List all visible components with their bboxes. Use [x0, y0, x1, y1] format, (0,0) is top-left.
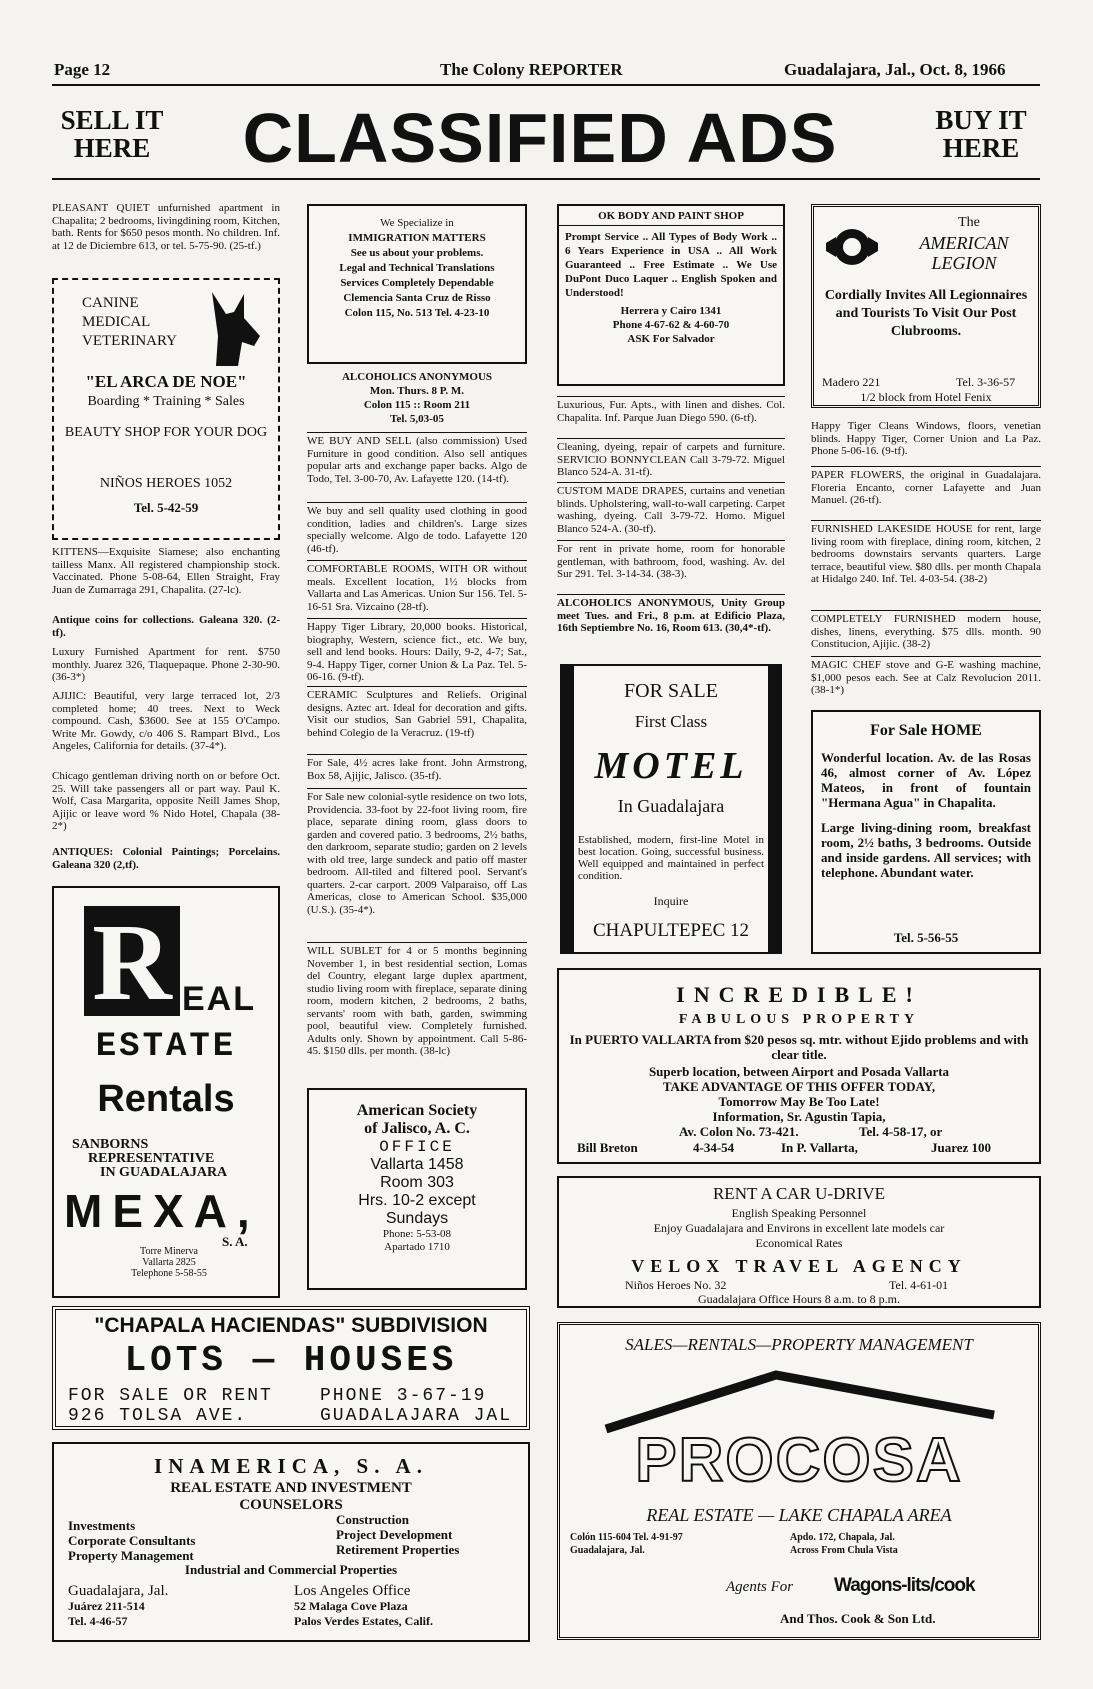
procosa-roof-icon [600, 1369, 1000, 1433]
rentcar-line-1: English Speaking Personnel [731, 1206, 867, 1220]
chapala-for-sale: FOR SALE OR RENT [68, 1386, 273, 1406]
ok-body: Prompt Service .. All Types of Body Work .. 6 Years Experience in USA .. All Work Guaranteed .. Free Estimate .. We Use DuPont Duco Laquer .. English Spoken and Understood! [565, 231, 777, 299]
ok-ask: ASK For Salvador [627, 333, 715, 345]
inamerica-la-office: Los Angeles Office [294, 1583, 411, 1599]
ad-procosa [557, 1322, 1041, 1640]
inamerica-line-1: REAL ESTATE AND INVESTMENT [170, 1480, 412, 1496]
chapala-phone: PHONE 3-67-19 [320, 1386, 487, 1406]
ad-home-for-sale [811, 710, 1041, 954]
ok-title: OK BODY AND PAINT SHOP [559, 206, 783, 226]
rentcar-address: Niños Heroes No. 32 [625, 1278, 727, 1292]
inamerica-la-address: 52 Malaga Cove Plaza [294, 1599, 408, 1613]
aa-line-3: Tel. 5,03-05 [390, 413, 444, 425]
legion-name-2: LEGION [931, 253, 997, 273]
ad-comfortable-rooms: COMFORTABLE ROOMS, WITH OR without meals. Excellent location, 1½ blocks from Vallarta and Las Americas. Union Sur 156. Tel. 5-16-51 Sra. Vizcaino (28-tf). [307, 560, 527, 613]
incredible-line-5: Information, Sr. Agustin Tapia, [712, 1109, 886, 1124]
incredible-title: INCREDIBLE! [676, 982, 922, 1007]
legion-address: Madero 221 [822, 375, 881, 389]
re-big-letter: R [84, 906, 180, 1016]
ok-phone: Phone 4-67-62 & 4-60-70 [612, 319, 730, 331]
ad-private-room: For rent in private home, room for honorable gentleman, with bathroom, food, washing. Av. del Sur 291. Tel. 3-14-34. (38-3). [557, 540, 785, 581]
incredible-line-3: TAKE ADVANTAGE OF THIS OFFER TODAY, [662, 1079, 936, 1094]
canine-line-3: VETERINARY [82, 333, 177, 349]
inamerica-name: INAMERICA, S. A. [154, 1454, 428, 1478]
chapala-address: 926 TOLSA AVE. [68, 1406, 248, 1426]
re-sanborns-line: SANBORNS [72, 1137, 149, 1152]
re-address-1: Torre Minerva [140, 1246, 198, 1257]
ad-we-buy-sell: WE BUY AND SELL (also commission) Used Furniture in good condition. Also sell antiques popular arts and exchange paper backs. Algo de Todo, Tel. 3-00-70, Av. Lafayette 120. (14-tf). [307, 432, 527, 485]
re-eal: EAL [182, 980, 256, 1018]
inamerica-retirement: Retirement Properties [336, 1542, 460, 1557]
as-line-5: Room 303 [380, 1174, 454, 1191]
page-number: Page 12 [54, 60, 111, 79]
as-line-6: Hrs. 10-2 except [358, 1192, 476, 1209]
ad-rent-a-car [557, 1176, 1041, 1308]
ad-completely-furnished: COMPLETELY FURNISHED modern house, dishes, linens, everything. $75 dlls. month. 90 Constitucion, Ajijic. (38-2) [811, 610, 1041, 651]
sell-line-1: SELL IT [60, 105, 164, 135]
ok-address: Herrera y Cairo 1341 [620, 305, 722, 317]
re-rep-line: REPRESENTATIVE [88, 1151, 215, 1166]
imm-line-3: See us about your problems. [350, 247, 484, 259]
procosa-chapala-note: Across From Chula Vista [790, 1545, 898, 1556]
inamerica-los-angeles [294, 1584, 433, 1629]
canine-line-1: CANINE [82, 295, 139, 311]
procosa-agents-for: Agents For [726, 1579, 794, 1595]
aa-title: ALCOHOLICS ANONYMOUS [341, 371, 493, 383]
as-phone: Phone: 5-53-08 [382, 1228, 452, 1240]
rentcar-tel: Tel. 4-61-01 [889, 1278, 949, 1292]
incredible-in-vallarta: In P. Vallarta, [781, 1140, 858, 1155]
motel-inquire: Inquire [653, 894, 689, 908]
legion-emblem-icon [824, 223, 880, 271]
rentcar-hours: Guadalajara Office Hours 8 a.m. to 8 p.m. [697, 1292, 901, 1306]
ad-antiques-colonial: ANTIQUES: Colonial Paintings; Porcelains. Galeana 320 (2,tf). [52, 846, 280, 871]
buy-line-2: HERE [942, 133, 1020, 163]
motel-first-class: First Class [634, 712, 708, 731]
rentcar-line-3: Economical Rates [755, 1236, 843, 1250]
as-apartado: Apartado 1710 [384, 1241, 450, 1253]
inamerica-corporate: Corporate Consultants [68, 1533, 196, 1548]
ad-custom-drapes: CUSTOM MADE DRAPES, curtains and venetian blinds. Upholstering, wall-to-wall carpeting. Carpet washing, dyeing. Call 3-79-72. Homo. Miguel Blanco 524-A. (30-tf). [557, 482, 785, 535]
procosa-cook: And Thos. Cook & Son Ltd. [780, 1611, 936, 1626]
legion-name-1: AMERICAN [919, 233, 1009, 253]
incredible-line-6: Av. Colon No. 73-421. [679, 1124, 799, 1139]
re-sanborns [72, 1138, 227, 1180]
incredible-line-2: Superb location, between Airport and Posada Vallarta [648, 1064, 950, 1079]
re-address-2: Vallarta 2825 [142, 1257, 196, 1268]
ad-happy-tiger-windows: Happy Tiger Cleans Windows, floors, venetian blinds. Happy Tiger, Corner Union and La Paz. Phone 5-06-16. (9-tf). [811, 420, 1041, 457]
procosa-gdl-city: Guadalajara, Jal. [570, 1545, 645, 1556]
canine-line-2: MEDICAL [82, 314, 151, 330]
imm-line-2: IMMIGRATION MATTERS [348, 232, 486, 244]
incredible-line-4: Tomorrow May Be Too Late! [718, 1094, 880, 1109]
inamerica-gdl-tel: Tel. 4-46-57 [68, 1614, 128, 1628]
ad-kittens: KITTENS—Exquisite Siamese; also enchanting tailless Manx. All registered championship stock. Vaccinated. Phone 5-08-64, Ellen Straight, Fray Juan de Zumarraga 291, Chapalita. (27-lc). [52, 546, 280, 596]
ad-antique-coins: Antique coins for collections. Galeana 320. (2-tf). [52, 614, 280, 639]
ad-lakeside-house: FURNISHED LAKESIDE HOUSE for rent, large living room with fireplace, dining room, kitchen, 2 bedrooms downstairs servants quarters. Large terrace, beautiful view. $80 dlls. per month Chapala at Hidalgo 240. Inf. Tel. 4-03-54. (38-2) [811, 520, 1041, 586]
re-telephone: Telephone 5-58-55 [131, 1268, 207, 1279]
ad-used-clothing: We buy and sell quality used clothing in good condition, ladies and children's. Large sizes specially welcome. Algo de todo. Lafayette 120 (46-tf). [307, 502, 527, 555]
ad-inamerica [52, 1442, 530, 1642]
paper-name: The Colony REPORTER [440, 60, 623, 79]
ad-ok-body-shop [557, 204, 785, 386]
ad-incredible-property [557, 968, 1041, 1164]
ad-luxury-apartment: Luxury Furnished Apartment for rent. $750 monthly. Juarez 326, Tlaquepaque. Phone 2-30-90. (36-3*) [52, 646, 280, 683]
arca-name: "EL ARCA DE NOE" [85, 372, 247, 391]
as-line-2: of Jalisco, A. C. [364, 1120, 470, 1137]
home-tel: Tel. 5-56-55 [893, 930, 959, 945]
buy-line-1: BUY IT [935, 105, 1027, 135]
home-details-2: Large living-dining room, breakfast room, 2½ baths, 3 bedrooms. Outside and inside gardens. All services; with telephone. Abundant water. [821, 820, 1031, 880]
arca-tel: Tel. 5-42-59 [133, 500, 199, 515]
imm-line-1: We Specialize in [380, 217, 454, 229]
procosa-logo: PROCOSA [635, 1426, 963, 1495]
ad-happy-tiger-library: Happy Tiger Library, 20,000 books. Historical, biography, Western, science fict., etc. We buy, sell and lend books. Hours: Daily, 9-2, 4-7; Sat., 9-4. Happy Tiger, corner Union & La Paz. Tel. 5-06-16. (9-tf). [307, 618, 527, 684]
incredible-bill-breton: Bill Breton [577, 1140, 638, 1155]
chapala-title: "CHAPALA HACIENDAS" SUBDIVISION [94, 1314, 488, 1337]
rentcar-body [559, 1206, 1039, 1251]
aa-line-1: Mon. Thurs. 8 P. M. [369, 385, 465, 397]
motel-for-sale: FOR SALE [624, 680, 718, 702]
inamerica-property: Property Management [68, 1548, 194, 1563]
sell-it-here [52, 106, 172, 162]
incredible-bill-phone: 4-34-54 [693, 1140, 735, 1155]
motel-in-guadalajara: In Guadalajara [617, 796, 725, 816]
motel-details: Established, modern, first-line Motel in best location. Going, successful business. Well equipped and maintained in perfect condition. [578, 834, 764, 882]
masthead-rule [52, 84, 1040, 86]
title-rule [52, 178, 1040, 180]
motel-title: MOTEL [594, 745, 748, 787]
inamerica-guadalajara [68, 1584, 168, 1629]
procosa-top: SALES—RENTALS—PROPERTY MANAGEMENT [625, 1335, 973, 1354]
as-line-7: Sundays [385, 1210, 449, 1227]
inamerica-services-right [336, 1512, 459, 1557]
rentcar-title: RENT A CAR U-DRIVE [712, 1184, 886, 1203]
inamerica-services-left [68, 1518, 195, 1563]
legion-the: The [958, 215, 980, 230]
incredible-line-6b: Tel. 4-58-17, or [859, 1124, 943, 1139]
ad-alcoholics-unity: ALCOHOLICS ANONYMOUS, Unity Group meet Tues. and Fri., 8 p.m. at Edificio Plaza, 16th Septiembre No. 16, Room 613. (30,4*-tf). [557, 594, 785, 635]
legion-tel: Tel. 3-36-57 [956, 375, 1016, 389]
ad-immigration [307, 204, 527, 364]
ad-motel-for-sale [560, 664, 782, 954]
ad-pleasant-apartment: PLEASANT QUIET unfurnished apartment in Chapalita; 2 bedrooms, livingdining room, Kitchen, bath. Rents for $650 pesos month. No children. Inf. at 12 de Diciembre 613, or tel. 5-75-90. (25-tf.) [52, 202, 280, 252]
procosa-gdl-address: Colón 115-604 Tel. 4-91-97 [570, 1532, 683, 1543]
classified-ads-title: CLASSIFIED ADS [242, 99, 838, 177]
legion-block: 1/2 block from Hotel Fenix [860, 390, 992, 404]
arca-services: Boarding * Training * Sales [87, 394, 245, 409]
sell-line-2: HERE [73, 133, 151, 163]
as-office: OFFICE [379, 1138, 455, 1156]
arca-beauty: BEAUTY SHOP FOR YOUR DOG [64, 425, 268, 440]
imm-line-7: Colon 115, No. 513 Tel. 4-23-10 [344, 307, 490, 319]
ad-american-legion [811, 204, 1041, 408]
incredible-body [559, 1064, 1039, 1124]
procosa-gdl-office [570, 1531, 683, 1557]
incredible-sub: FABULOUS PROPERTY [678, 1012, 920, 1027]
procosa-chapala-office [790, 1531, 898, 1557]
ad-real-estate-mexa [52, 886, 280, 1298]
re-sa: S. A. [222, 1234, 248, 1249]
imm-line-5: Services Completely Dependable [340, 277, 494, 289]
ad-luxurious-apts: Luxurious, Fur. Apts., with linen and dishes. Col. Chapalita. Inf. Parque Juan Diego 590. (6-tf). [557, 396, 785, 424]
re-mexa: MEXA, [64, 1185, 260, 1237]
home-title: For Sale HOME [870, 722, 982, 739]
dateline: Guadalajara, Jal., Oct. 8, 1966 [784, 60, 1006, 79]
as-line-1: American Society [356, 1102, 478, 1119]
ad-american-society [307, 1088, 527, 1290]
imm-line-6: Clemencia Santa Cruz de Risso [343, 292, 491, 304]
buy-it-here [916, 106, 1046, 162]
re-in-line: IN GUADALAJARA [100, 1165, 228, 1180]
inamerica-counselors [54, 1480, 528, 1514]
ad-ajijic-lot: AJIJIC: Beautiful, very large terraced lot, 2/3 completed home; 40 trees. Next to Weck compound. Cash, $3600. See at 155 O'Campo. Write Mr. Gowdy, c/o 406 S. Rampart Blvd., Los Angeles, California for details. (37-4*). [52, 690, 280, 752]
legion-invite: Cordially Invites All Legionnaires and Tourists To Visit Our Post Clubrooms. [824, 288, 1028, 339]
inamerica-gdl-city: Guadalajara, Jal. [68, 1583, 169, 1599]
inamerica-gdl-address: Juárez 211-514 [68, 1599, 145, 1613]
ad-will-sublet: WILL SUBLET for 4 or 5 months beginning November 1, in best residential section, Lomas del Country, elegant large duplex apartment, studio living room with fireplace, separate dining room, modern kitchen, 2 bedrooms, 2 baths, servants' room with bath, garden, swimming pool, beautiful view. Completely furnished. Adults only. Shown by appointment. Call 5-86-45. $150 dlls. per month. (38-lc) [307, 942, 527, 1058]
ad-canine-veterinary [52, 278, 280, 540]
incredible-juarez: Juarez 100 [931, 1140, 992, 1155]
ad-cleaning: Cleaning, dyeing, repair of carpets and furniture. SERVICIO BONNYCLEAN Call 3-79-72. Miguel Blanco 524-A. 31-tf). [557, 438, 785, 479]
home-details-1: Wonderful location. Av. de las Rosas 46, almost corner of Av. López Mateos, in front of fountain "Hermana Agua" in Chapalita. [821, 750, 1031, 810]
inamerica-investments: Investments [68, 1518, 136, 1533]
ad-magic-chef: MAGIC CHEF stove and G-E washing machine, $1,000 pesos each. See at Calz Revolucion 2011. (38-1*) [811, 656, 1041, 697]
aa-line-2: Colon 115 :: Room 211 [363, 399, 471, 411]
canine-text [82, 294, 177, 351]
ad-ceramic: CERAMIC Sculptures and Reliefs. Original designs. Aztec art. Ideal for decoration and gifts. Visit our studios, San Gabriel 591, Chapalita, behind Colegio de la Veracruz. (19-tf) [307, 686, 527, 739]
chapala-lots-houses: LOTS — HOUSES [124, 1340, 458, 1381]
inamerica-project: Project Development [336, 1527, 453, 1542]
arca-address: NIÑOS HEROES 1052 [99, 476, 233, 491]
inamerica-construction: Construction [336, 1512, 409, 1527]
ad-alcoholics-anonymous [307, 370, 527, 426]
ad-paper-flowers: PAPER FLOWERS, the original in Guadalajara. Floreria Encanto, corner Lafayette and Juan Manuel. (26-tf). [811, 466, 1041, 507]
inamerica-la-city: Palos Verdes Estates, Calif. [294, 1614, 433, 1628]
motel-address: CHAPULTEPEC 12 [592, 920, 750, 941]
ad-lake-front: For Sale, 4½ acres lake front. John Armstrong, Box 58, Ajijic, Jalisco. (35-tf). [307, 754, 527, 782]
chapala-city: GUADALAJARA JAL [320, 1406, 513, 1426]
re-estate: ESTATE [95, 1028, 237, 1066]
re-address [114, 1246, 224, 1279]
rentcar-velox: VELOX TRAVEL AGENCY [631, 1256, 967, 1276]
procosa-wagons-lits: Wagons-lits/cook [834, 1575, 975, 1596]
as-line-4: Vallarta 1458 [370, 1156, 464, 1173]
re-rentals: Rentals [97, 1078, 235, 1120]
rentcar-line-2: Enjoy Guadalajara and Environs in excellent late models car [653, 1221, 945, 1235]
procosa-chapala-address: Apdo. 172, Chapala, Jal. [790, 1532, 895, 1543]
imm-line-4: Legal and Technical Translations [339, 262, 495, 274]
ad-chapala-haciendas [52, 1306, 530, 1430]
ad-chicago-gentleman: Chicago gentleman driving north on or before Oct. 25. Will take passengers all or part way. Paul K. Wolf, Casa Margarita, opposite Neill James Shop, Ajijic or leave word % Nido Hotel, Chapala (38-2*) [52, 770, 280, 832]
ad-colonial-residence: For Sale new colonial-sytle residence on two lots, Providencia. 33-foot by 22-foot living room, fire place, separate dining room, glass doors to garden and covered patio. 3 bedrooms, 2½ baths, den darkroom, separate studio; garden on 2 levels with old tree, large sundeck and patio off master bedroom. All-tiled and filtered pool. Servant's quarters. 2-car carport. 2009 Valparaiso, off Las Americas, close to American School. $35,000 (U.S.). (35-4*). [307, 788, 527, 916]
inamerica-industrial: Industrial and Commercial Properties [184, 1562, 398, 1577]
doberman-icon [204, 290, 266, 368]
procosa-real-estate: REAL ESTATE — LAKE CHAPALA AREA [646, 1505, 952, 1525]
incredible-line-1: In PUERTO VALLARTA from $20 pesos sq. mtr. without Ejido problems and with clear title. [569, 1032, 1029, 1062]
inamerica-line-2: COUNSELORS [239, 1497, 343, 1513]
legion-name [894, 233, 1034, 273]
